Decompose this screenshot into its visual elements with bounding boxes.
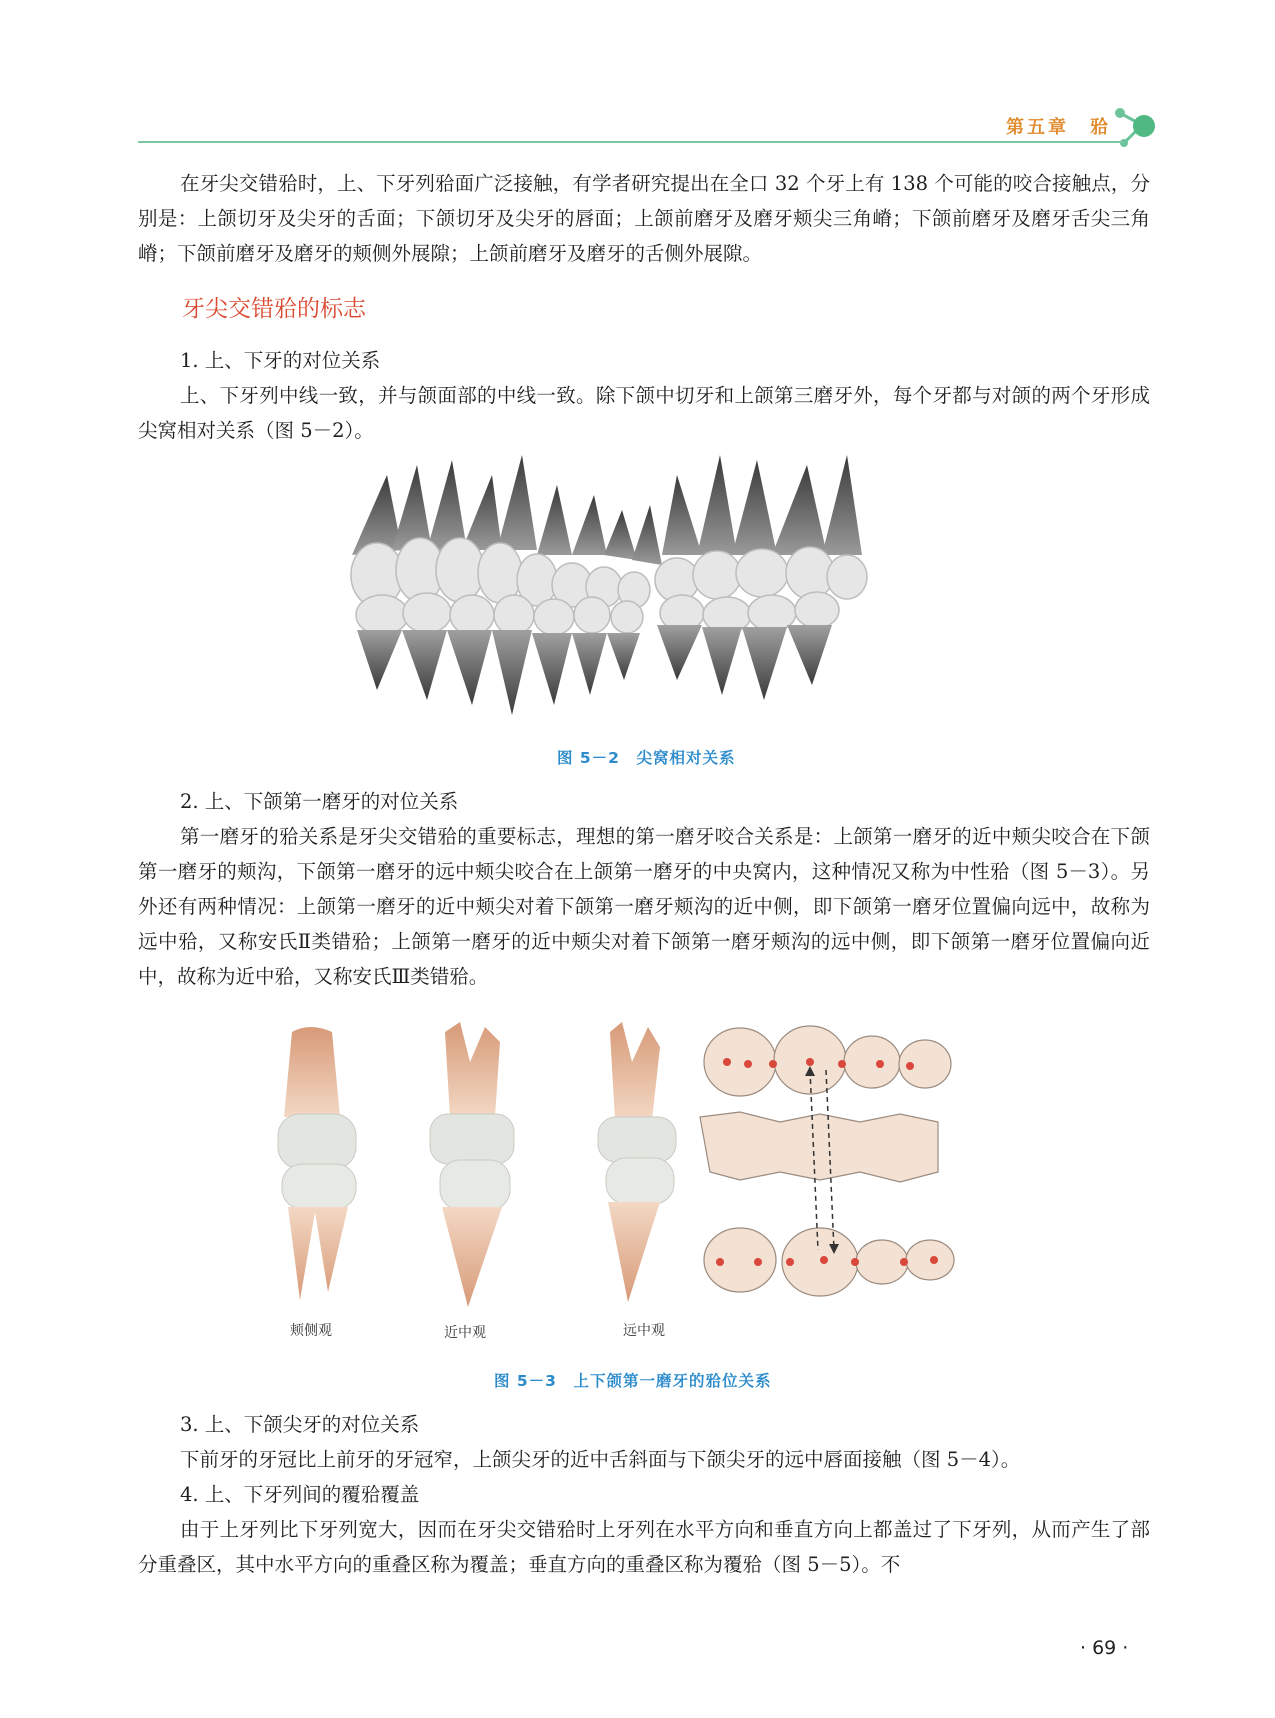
figure-5-2-teeth-occlusion-image [332, 455, 957, 721]
paragraph-canine: 下前牙的牙冠比上前牙的牙冠窄，上颌尖牙的近中舌斜面与下颌尖牙的远中唇面接触（图 5－4）。 [180, 1448, 1021, 1471]
paragraph-overbite: 由于上牙列比下牙列宽大，因而在牙尖交错𬌗时上牙列在水平方向和垂直方向上都盖过了下牙列，从而产生了部分重叠区，其中水平方向的重叠区称为覆盖；垂直方向的重叠区称为覆𬌗（图 5－5）。不 [138, 1518, 1150, 1576]
figure-5-3-label-buccal: 颊侧观 [290, 1323, 332, 1339]
item-3-heading: 3. 上、下颌尖牙的对位关系 [180, 1413, 420, 1436]
item-2-heading: 2. 上、下颌第一磨牙的对位关系 [180, 790, 459, 813]
figure-5-3-molar-relation-image [270, 1022, 1018, 1327]
paragraph-first-molar: 第一磨牙的𬌗关系是牙尖交错𬌗的重要标志，理想的第一磨牙咬合关系是：上颌第一磨牙的近中颊尖咬合在下颌第一磨牙的颊沟，下颌第一磨牙的远中颊尖咬合在上颌第一磨牙的中央窝内，这种情况又称为中性𬌗（图 5－3）。另外还有两种情况：上颌第一磨牙的近中颊尖对着下颌第一磨牙颊沟的近中侧，即下颌第一磨牙位置偏向远中，故称为远中𬌗，又称安氏Ⅱ类错𬌗；上颌第一磨牙的近中颊尖对着下颌第一磨牙颊沟的远中侧，即下颌第一磨牙位置偏向近中，故称为近中𬌗，又称安氏Ⅲ类错𬌗。 [138, 825, 1150, 988]
chapter-header: 第五章 𬌗 [1006, 117, 1111, 138]
item-4-heading: 4. 上、下牙列间的覆𬌗覆盖 [180, 1483, 420, 1506]
header-rule [138, 141, 1123, 143]
figure-5-3-label-mesial: 近中观 [444, 1325, 486, 1341]
figure-5-3-label-distal: 远中观 [623, 1323, 665, 1339]
section-title: 牙尖交错𬌗的标志 [182, 296, 366, 322]
page-number: · 69 · [1080, 1637, 1129, 1659]
paragraph-contacts: 在牙尖交错𬌗时，上、下牙列𬌗面广泛接触，有学者研究提出在全口 32 个牙上有 138 个可能的咬合接触点，分别是：上颌切牙及尖牙的舌面；下颌切牙及尖牙的唇面；上颌前磨牙及磨牙颊尖三角嵴；下颌前磨牙及磨牙舌尖三角嵴；下颌前磨牙及磨牙的颊侧外展隙；上颌前磨牙及磨牙的舌侧外展隙。 [138, 172, 1150, 265]
figure-5-3-caption: 图 5－3 上下颌第一磨牙的𬌗位关系 [494, 1372, 772, 1390]
molecule-decoration-icon [1110, 105, 1160, 150]
figure-5-2-caption: 图 5－2 尖窝相对关系 [557, 749, 736, 767]
paragraph-midline: 上、下牙列中线一致，并与颌面部的中线一致。除下颌中切牙和上颌第三磨牙外，每个牙都与对颌的两个牙形成尖窝相对关系（图 5－2）。 [138, 384, 1150, 442]
item-1-heading: 1. 上、下牙的对位关系 [180, 349, 381, 372]
